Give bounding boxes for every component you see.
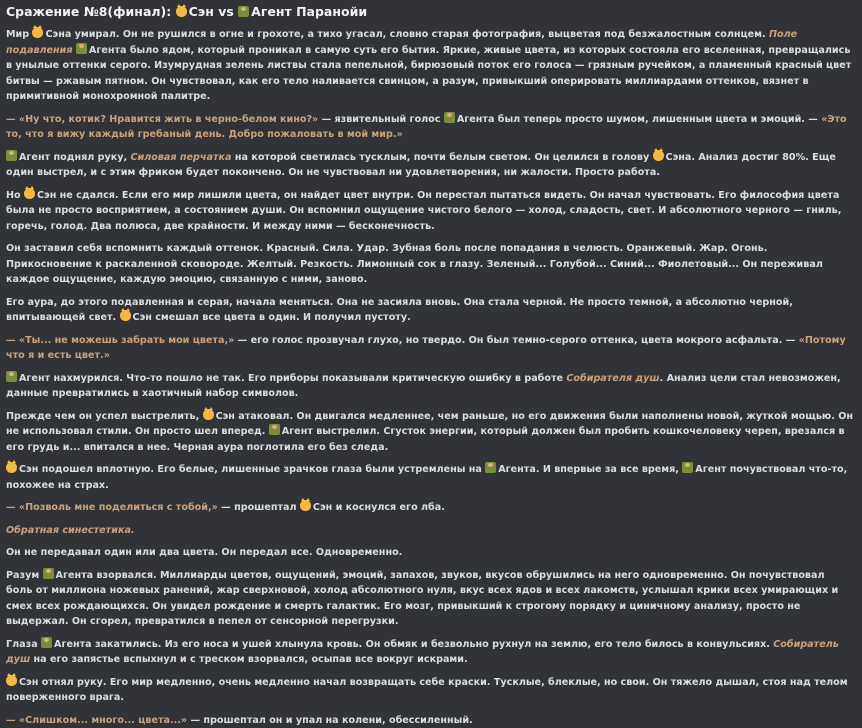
item-name: Собиратель душ [6, 639, 839, 666]
quote: — «Ну что, котик? Нравится жить в черно-белом кино?» [6, 114, 318, 125]
detective-icon [76, 43, 87, 54]
item-name: Силовая перчатка [130, 152, 231, 163]
detective-icon [444, 112, 455, 123]
quote: — «Слишком... много... цвета...» [6, 715, 187, 726]
paragraph-1: Мир Сэна умирал. Он не рушился в огне и грохоте, а тихо угасал, словно старая фотография, выцветая под безжалостным солнцем. Поле подавления Агента было ядом, который проникал в самую суть его бытия. Яркие, живые цвета, из которых состояла его вселенная, превращались в унылые оттенки серого. Изумрудная зелень листвы стала пепельной, бирюзовый поток его голоса — грязным ручейком, а пламенный красный цвет битвы — ржавым пятном. Он чувствовал, как его тело наливается свинцом, а разум, привыкший оперировать миллиардами оттенков, вязнет в примитивной монохромной палитре. [6, 27, 854, 105]
quote: — «Ты... не можешь забрать мои цвета,» [6, 335, 234, 346]
title-prefix: Сражение №8(финал): [6, 4, 171, 19]
title-vs: vs [218, 4, 234, 19]
paragraph-6: Его аура, до этого подавленная и серая, начала меняться. Она не засияла вновь. Она стала черной. Не просто темной, а абсолютно черной, впитывающей свет. Сэн смешал все цвета в один. И получил пустоту. [6, 295, 854, 326]
cat-face-icon [300, 500, 311, 511]
detective-icon [43, 568, 54, 579]
cat-face-icon [24, 188, 35, 199]
paragraph-4: Но Сэн не сдался. Если его мир лишили цвета, он найдет цвет внутри. Он перестал пытаться видеть. Он начал чувствовать. Его философия цвета была не просто восприятием, а состоянием души. Он вспомнил ощущение чистого белого — холод, сладость, свет. И абсолютного черного — гниль, горечь, голод. Два полюса, две крайности. И между ними — бесконечность. [6, 188, 854, 235]
ability-name: Поле подавления [6, 29, 797, 56]
cat-face-icon [176, 6, 187, 17]
cat-face-icon [653, 150, 664, 161]
detective-icon [485, 462, 496, 473]
detective-icon [6, 371, 17, 382]
paragraph-3: Агент поднял руку, Силовая перчатка на которой светилась тусклым, почти белым светом. Он целился в голову Сэна. Анализ достиг 80%. Еще один выстрел, и с этим фриком будет покончено. Он не чувствовал ни удовлетворения, ни жалости. Просто работа. [6, 150, 854, 181]
paragraph-12 [6, 523, 854, 539]
quote: — «Позволь мне поделиться с тобой,» [6, 502, 218, 513]
detective-icon [41, 637, 52, 648]
detective-icon [682, 462, 693, 473]
paragraph-9: Прежде чем он успел выстрелить, Сэн атаковал. Он двигался медленнее, чем раньше, но его движения были наполнены новой, жуткой мощью. Он не использовал стили. Он просто шел вперед. Агент выстрелил. Сгусток энергии, который должен был пробить кошкочеловеку череп, врезался в его грудь и... впитался в нее. Черная аура поглотила его без следа. [6, 409, 854, 456]
quote: «Потому что я и есть цвет.» [6, 335, 846, 362]
paragraph-15: Глаза Агента закатились. Из его носа и ушей хлынула кровь. Он обмяк и безвольно рухнул на землю, его тело билось в конвульсиях. Собиратель душ на его запястье вспыхнул и с треском взорвался, осыпав все вокруг искрами. [6, 637, 854, 668]
paragraph-13: Он не передавал один или два цвета. Он передал все. Одновременно. [6, 545, 854, 561]
detective-icon [269, 424, 280, 435]
paragraph-14: Разум Агента взорвался. Миллиарды цветов, ощущений, эмоций, запахов, звуков, вкусов обрушились на него одновременно. Он почувствовал боль от миллиона ножевых ранений, жар сверхновой, холод абсолютного нуля, вкус всех ядов и всех лакомств, услышал крики всех умирающих и смех всех рождающихся. Он увидел рождение и смерть галактик. Его мозг, привыкший к строгому порядку и циничному анализу, просто не выдержал. Он сгорел, превратился в пепел от сенсорной перегрузки. [6, 568, 854, 630]
title-fighter-b: Агент Паранойи [251, 4, 367, 19]
item-name: Собирателя душ [566, 373, 659, 384]
paragraph-17: — «Слишком... много... цвета...» — прошептал он и упал на колени, обессиленный. [6, 713, 854, 728]
cat-face-icon [120, 310, 131, 321]
ability-name: Обратная синестетика. [6, 525, 135, 536]
battle-title [6, 4, 854, 20]
paragraph-5: Он заставил себя вспомнить каждый оттенок. Красный. Сила. Удар. Зубная боль после попадания в челюсть. Оранжевый. Жар. Огонь. Прикосновение к раскаленной сковороде. Желтый. Резкость. Лимонный сок в глазу. Зеленый... Голубой... Синий... Фиолетовый... Он переживал каждое ощущение, каждую эмоцию, связанную с ними, заново. [6, 241, 854, 288]
paragraph-8: Агент нахмурился. Что-то пошло не так. Его приборы показывали критическую ошибку в работе Собирателя душ. Анализ цели стал невозможен, данные превратились в хаотичный набор символов. [6, 371, 854, 402]
quote: «Это то, что я вижу каждый гребаный день. Добро пожаловать в мой мир.» [6, 114, 847, 141]
cat-face-icon [203, 409, 214, 420]
paragraph-10: Сэн подошел вплотную. Его белые, лишенные зрачков глаза были устремлены на Агента. И впервые за все время, Агент почувствовал что-то, похожее на страх. [6, 462, 854, 493]
paragraph-16: Сэн отнял руку. Его мир медленно, очень медленно начал возвращать себе краски. Тусклые, блеклые, но свои. Он тяжело дышал, стоя над телом поверженного врага. [6, 675, 854, 706]
title-fighter-a: Сэн [189, 4, 214, 19]
paragraph-11: — «Позволь мне поделиться с тобой,» — прошептал Сэн и коснулся его лба. [6, 500, 854, 516]
cat-face-icon [6, 675, 17, 686]
detective-icon [238, 6, 249, 17]
paragraph-7: — «Ты... не можешь забрать мои цвета,» — его голос прозвучал глухо, но твердо. Он был темно-серого оттенка, цвета мокрого асфальта. — «Потому что я и есть цвет.» [6, 333, 854, 364]
cat-face-icon [32, 27, 43, 38]
paragraph-2: — «Ну что, котик? Нравится жить в черно-белом кино?» — язвительный голос Агента был теперь просто шумом, лишенным цвета и эмоций. — «Это то, что я вижу каждый гребаный день. Добро пожаловать в мой мир.» [6, 112, 854, 143]
detective-icon [6, 150, 17, 161]
cat-face-icon [6, 462, 17, 473]
